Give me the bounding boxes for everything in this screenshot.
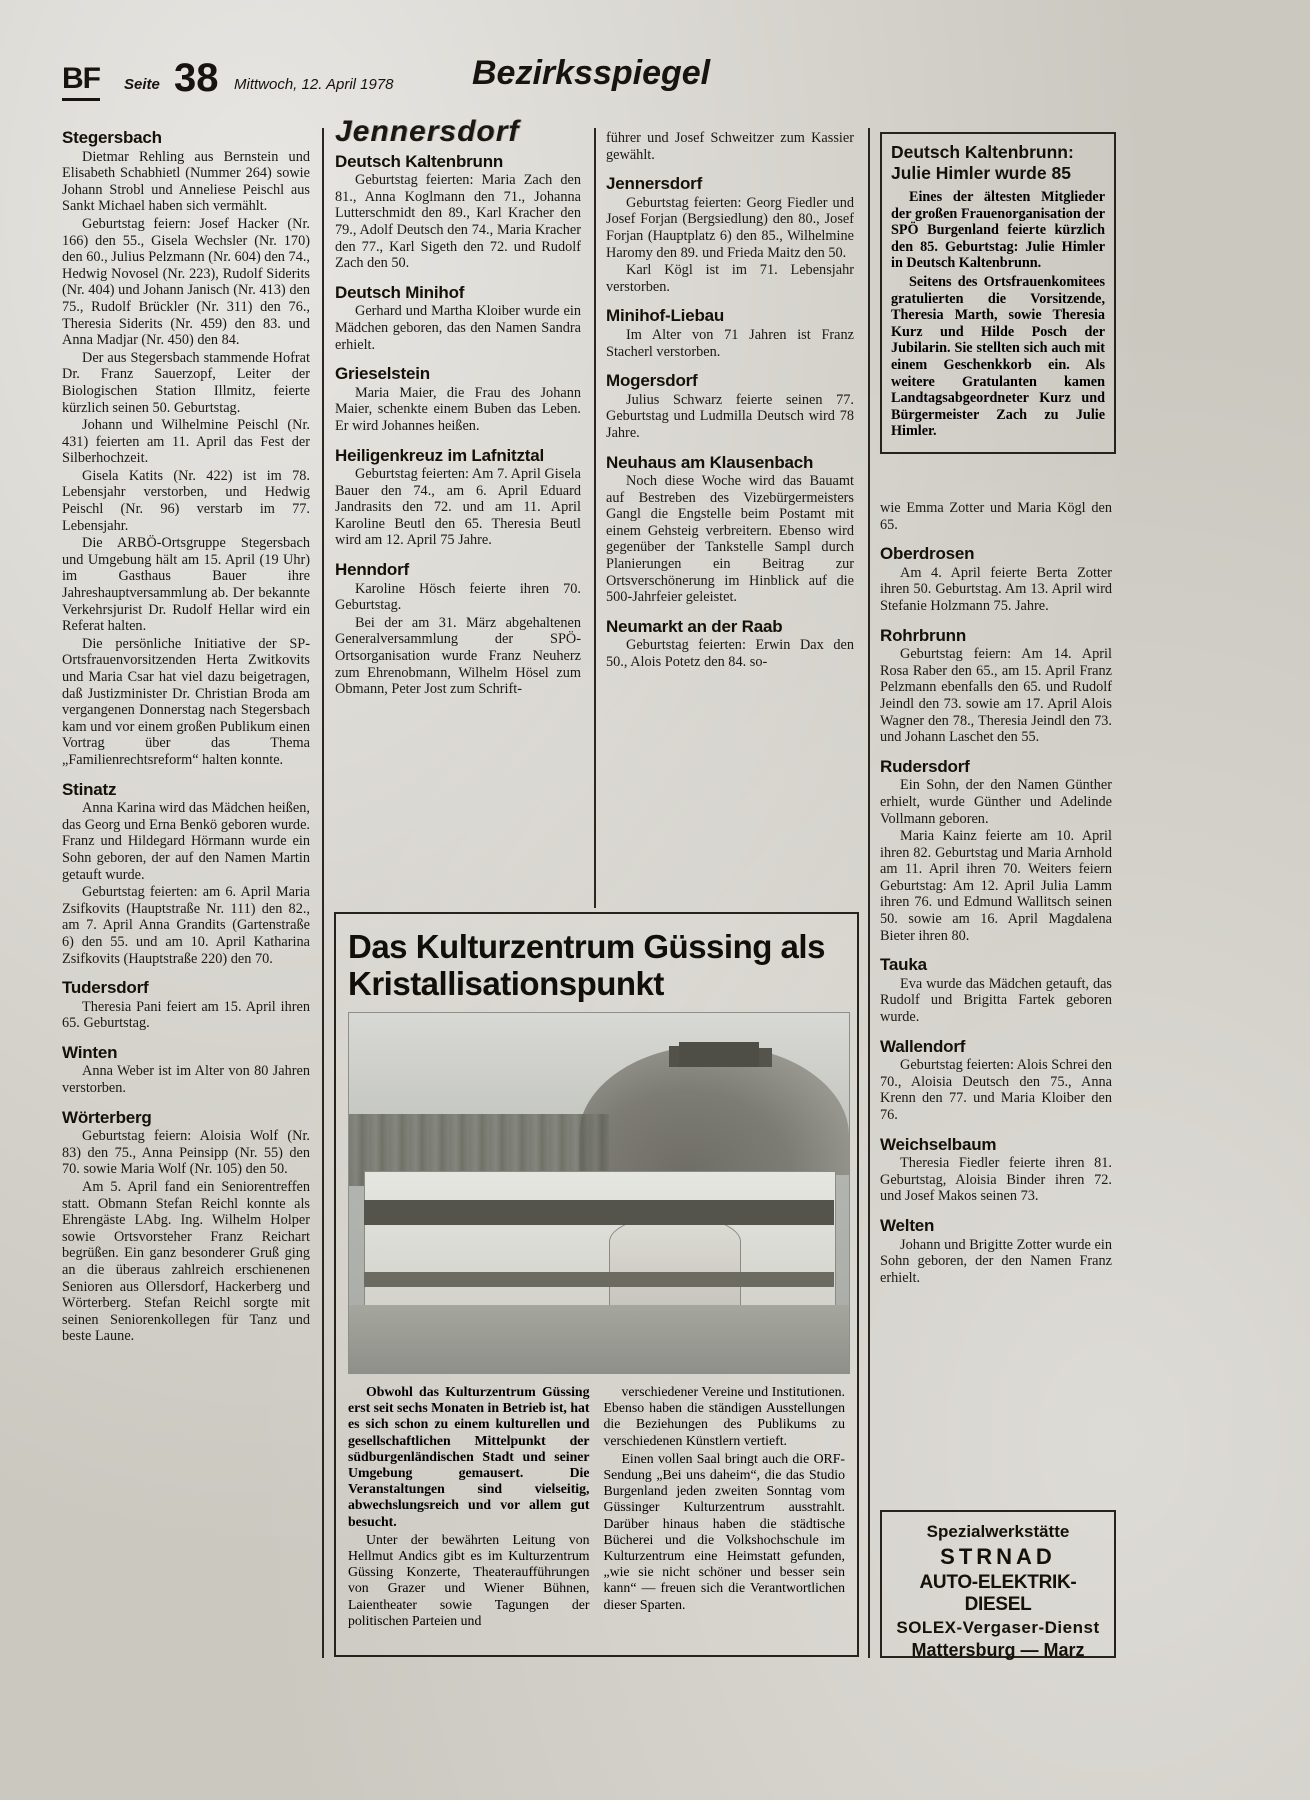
advert-line-5: Mattersburg — Marz bbox=[911, 1640, 1085, 1660]
column-jennersdorf-a bbox=[335, 115, 581, 699]
place-heading: Heiligenkreuz im Lafnitztal bbox=[335, 445, 545, 465]
place-heading: Welten bbox=[880, 1215, 935, 1235]
photo-foreground bbox=[349, 1305, 849, 1373]
place-heading: Wörterberg bbox=[62, 1107, 152, 1127]
place-heading: Deutsch Minihof bbox=[335, 282, 465, 302]
district-heading: Jennersdorf bbox=[335, 115, 520, 148]
boxed-article-paragraph: Eines der ältesten Mitglieder der großen Frauenorganisation der SPÖ Burgenland feierte kürzlich den 85. Geburtstag: Julie Himler in Deutsch Kaltenbrunn. bbox=[891, 189, 1105, 272]
publication-logo: BF bbox=[62, 62, 100, 101]
article-paragraph: Geburtstag feierten: Erwin Dax den 50., Alois Potetz den 84. so- bbox=[606, 637, 854, 671]
article-paragraph: führer und Josef Schweitzer zum Kassier gewählt. bbox=[606, 130, 854, 163]
article-paragraph: Dietmar Rehling aus Bernstein und Elisabeth Schabhietl (Nummer 264) sowie Johann Strobl und Anneliese Peischl aus Sankt Michael haben sich vermählt. bbox=[62, 148, 310, 215]
place-heading: Deutsch Kaltenbrunn bbox=[335, 151, 504, 171]
issue-date: Mittwoch, 12. April 1978 bbox=[234, 76, 394, 93]
advert-line-1: Spezialwerkstätte bbox=[926, 1522, 1070, 1541]
article-paragraph: Johann und Brigitte Zotter wurde ein Sohn geboren, der den Namen Franz erhielt. bbox=[880, 1236, 1112, 1286]
place-heading: Stinatz bbox=[62, 779, 117, 799]
advertisement-strnad bbox=[880, 1510, 1116, 1658]
masthead bbox=[62, 54, 1252, 106]
kulturzentrum-photo bbox=[348, 1012, 850, 1374]
place-heading: Weichselbaum bbox=[880, 1134, 997, 1154]
place-heading: Henndorf bbox=[335, 560, 409, 580]
article-paragraph: Karl Kögl ist im 71. Lebensjahr verstorben. bbox=[606, 262, 854, 295]
place-heading: Tudersdorf bbox=[62, 978, 149, 998]
article-paragraph: Geburtstag feierten: Am 7. April Gisela Bauer den 74., am 6. April Eduard Jandrasits den 72. und am 11. April Karoline Beutl den 65. Theresia Beutl wird am 12. April 75 Jahre. bbox=[335, 466, 581, 549]
article-paragraph: Theresia Fiedler feierte ihren 81. Geburtstag, Aloisia Binder ihren 72. und Josef Makos seinen 73. bbox=[880, 1155, 1112, 1205]
photo-castle bbox=[679, 1042, 759, 1067]
page-label: Seite bbox=[124, 76, 160, 93]
feature-article-kulturzentrum bbox=[334, 912, 859, 1657]
article-paragraph: Geburtstag feierten: Maria Zach den 81., Anna Koglmann den 71., Johanna Lutterschmidt den 89., Karl Kracher den 79., Adolf Deutsch den 74., Maria Kracher den 77., Karl Sigeth den 72. und Rudolf Zach den 50. bbox=[335, 172, 581, 272]
column-rule-3 bbox=[868, 128, 870, 1658]
page-number: 38 bbox=[174, 56, 219, 100]
article-paragraph: Geburtstag feierten: Alois Schrei den 70., Aloisia Deutsch den 75., Anna Krenn den 77. und Maria Kloiber den 76. bbox=[880, 1057, 1113, 1123]
photo-building bbox=[364, 1171, 836, 1310]
article-paragraph: Theresia Pani feiert am 15. April ihren 65. Geburtstag. bbox=[62, 998, 310, 1032]
article-paragraph: Anna Karina wird das Mädchen heißen, das Georg und Erna Benkö geboren wurde. Franz und Hildegard Hörmann wurde ein Sohn geboren, der auf den Namen Martin getauft wurde. bbox=[62, 800, 310, 883]
feature-headline: Das Kulturzentrum Güssing als Kristallisationspunkt bbox=[348, 928, 825, 1002]
column-rule-2 bbox=[594, 128, 596, 908]
photo-building-drum bbox=[609, 1215, 741, 1311]
boxed-article-heading: Deutsch Kaltenbrunn: Julie Himler wurde 85 bbox=[891, 142, 1074, 183]
article-paragraph: Gisela Katits (Nr. 422) ist im 78. Lebensjahr verstorben, und Hedwig Peischl (Nr. 96) verstarb im 77. Lebensjahr. bbox=[62, 467, 310, 534]
article-paragraph: Geburtstag feierten: am 6. April Maria Zsifkovits (Hauptstraße Nr. 111) den 82., am 7. April Anna Grandits (Gartenstraße 6) den 55. und am 10. April Katharina Zsifkovits (Hauptstraße 220) den 70. bbox=[62, 884, 310, 967]
article-paragraph: Maria Maier, die Frau des Johann Maier, schenkte einem Buben das Leben. Er wird Johannes heißen. bbox=[335, 384, 581, 434]
place-heading: Wallendorf bbox=[880, 1036, 966, 1056]
advert-line-2: STRNAD bbox=[940, 1544, 1056, 1569]
advert-line-3: AUTO-ELEKTRIK-DIESEL bbox=[919, 1572, 1077, 1615]
place-heading: Rohrbrunn bbox=[880, 625, 967, 645]
article-paragraph: Am 4. April feierte Berta Zotter ihren 50. Geburtstag. Am 13. April wird Stefanie Holzmann 75. Jahre. bbox=[880, 564, 1112, 614]
article-paragraph: Der aus Stegersbach stammende Hofrat Dr. Franz Sauerzopf, Leiter der Biologischen Station Illmitz, feierte kürzlich seinen 50. Geburtstag. bbox=[62, 349, 310, 416]
article-paragraph: wie Emma Zotter und Maria Kögl den 65. bbox=[880, 500, 1112, 533]
feature-paragraph: verschiedener Vereine und Institutionen. Ebenso haben die ständigen Ausstellungen die Beziehungen des Publikums zu verschiedenen Künstlern vertieft. bbox=[603, 1384, 845, 1448]
article-paragraph: Die ARBÖ-Ortsgruppe Stegersbach und Umgebung hält am 15. April (19 Uhr) im Gasthaus Bauer ihre Jahreshauptversammlung ab. Der bekannte Verkehrsjurist Dr. Rudolf Hellar wird ein Referat halten. bbox=[62, 535, 310, 635]
place-heading: Minihof-Liebau bbox=[606, 306, 725, 326]
feature-column-left bbox=[348, 1384, 590, 1631]
article-paragraph: Im Alter von 71 Jahren ist Franz Stacherl verstorben. bbox=[606, 326, 854, 360]
article-paragraph: Anna Weber ist im Alter von 80 Jahren verstorben. bbox=[62, 1063, 310, 1097]
place-heading: Grieselstein bbox=[335, 364, 430, 384]
column-rule-1 bbox=[322, 128, 324, 1658]
article-paragraph: Geburtstag feiern: Am 14. April Rosa Raber den 65., am 15. April Franz Pelzmann ebenfalls den 65. und Rudolf Jeindl den 73. sowie am 17. April Alois Wagner den 78., Theresia Jeindl den 73. und Johann Laschet den 55. bbox=[880, 646, 1112, 746]
place-heading: Oberdrosen bbox=[880, 544, 975, 564]
article-paragraph: Geburtstag feiern: Aloisia Wolf (Nr. 83) den 75., Anna Peinsipp (Nr. 55) den 70. sowie Maria Wolf (Nr. 105) den 50. bbox=[62, 1128, 310, 1178]
feature-column-right bbox=[604, 1384, 846, 1631]
place-heading: Jennersdorf bbox=[606, 174, 703, 194]
place-heading: Mogersdorf bbox=[606, 371, 698, 391]
article-paragraph: Karoline Hösch feierte ihren 70. Geburtstag. bbox=[335, 580, 581, 614]
article-paragraph: Gerhard und Martha Kloiber wurde ein Mädchen geboren, das den Namen Sandra erhielt. bbox=[335, 303, 581, 353]
article-paragraph: Geburtstag feierten: Georg Fiedler und Josef Forjan (Bergsiedlung) den 80., Josef Forjan (Hauptplatz 6) den 85., Wilhelmine Haromy den 89. und Frieda Maitz den 50. bbox=[606, 194, 854, 261]
column-stegersbach bbox=[62, 130, 310, 1346]
place-heading: Tauka bbox=[880, 955, 927, 975]
place-heading: Winten bbox=[62, 1042, 118, 1062]
column-jennersdorf-b bbox=[606, 130, 854, 672]
advert-line-4: SOLEX-Vergaser-Dienst bbox=[896, 1618, 1100, 1637]
feature-paragraph: Obwohl das Kulturzentrum Güssing erst seit sechs Monaten in Betrieb ist, hat es sich schon zu einem kulturellen und gesellschaftlichen Mittelpunkt der südburgenländischen Stadt und seiner Umgebung gemausert. Die Veranstaltungen sind vielseitig, abwechslungsreich und vor allem gut besucht. bbox=[348, 1384, 590, 1529]
article-paragraph: Ein Sohn, der den Namen Günther erhielt, wurde Günther und Adelinde Vollmann geboren. bbox=[880, 777, 1112, 827]
feature-paragraph: Unter der bewährten Leitung von Hellmut Andics gibt es im Kulturzentrum Güssing Konzerte, Theateraufführungen von Grazer und Wiener Bühnen, Laientheater sowie Tagungen der politischen Parteien und bbox=[348, 1531, 590, 1628]
boxed-article-julie-himler bbox=[880, 132, 1116, 454]
photo-building-band bbox=[364, 1200, 834, 1225]
feature-body bbox=[348, 1384, 845, 1631]
place-heading: Neuhaus am Klausenbach bbox=[606, 452, 814, 472]
feature-paragraph: Einen vollen Saal bringt auch die ORF-Sendung „Bei uns daheim“, die das Studio Burgenland jeden zweiten Sonntag vom Güssinger Kulturzentrum ausstrahlt. Darüber hinaus haben die städtische Bücherei und die Volkshochschule im Kulturzentrum eine Heimstatt gefunden, „wie sie nicht schöner und besser sein kann“ — freuen sich die Verantwortlichen dieser Sparten. bbox=[603, 1450, 845, 1612]
place-heading: Rudersdorf bbox=[880, 756, 970, 776]
article-paragraph: Eva wurde das Mädchen getauft, das Rudolf und Brigitta Fartek geboren wurde. bbox=[880, 975, 1112, 1026]
article-paragraph: Am 5. April fand ein Seniorentreffen statt. Obmann Stefan Reichl konnte als Ehrengäste LAbg. Ing. Wilhelm Holper sowie Ortsvorsteher Franz Reichart begrüßen. Ein ganz besonderer Gruß ging an die überaus zahlreich erschienenen Senioren aus Ollersdorf, Hackerberg und Wörterberg. Stefan Reichl sorgte mit seinen Seniorenkollegen für Tanz und beste Laune. bbox=[62, 1179, 310, 1345]
section-title: Bezirksspiegel bbox=[472, 54, 711, 92]
article-paragraph: Bei der am 31. März abgehaltenen Generalversammlung der SPÖ-Ortsorganisation wurde Franz Neuherz zum Ehrenobmann, Wilhelm Hösel zum Obmann, Peter Jost zum Schrift- bbox=[335, 614, 581, 698]
place-heading: Stegersbach bbox=[62, 128, 162, 147]
photo-building-band-lower bbox=[364, 1272, 834, 1286]
article-paragraph: Johann und Wilhelmine Peischl (Nr. 431) feierten am 11. April das Fest der Silberhochzeit. bbox=[62, 417, 310, 467]
article-paragraph: Maria Kainz feierte am 10. April ihren 82. Geburtstag und Maria Arnhold am 11. April ihren 70. Weiters feiern Geburtstag: Am 12. April Julia Lamm ihren 76. und Edmund Wallitsch seinen 50. sowie am 16. April Magdalena Bieter ihren 80. bbox=[880, 828, 1112, 944]
article-paragraph: Noch diese Woche wird das Bauamt auf Bestreben des Vizebürgermeisters Gangl die Engstelle beim Postamt mit einem Gehsteig verbreitern. Ebenso wird gegenüber der Tankstelle Sampl durch Planierungen ein Beitrag zur Ortsverschönerung im Hinblick auf die 500-Jahrfeier geleistet. bbox=[606, 473, 854, 606]
article-paragraph: Julius Schwarz feierte seinen 77. Geburtstag und Ludmilla Deutsch wird 78 Jahre. bbox=[606, 391, 854, 441]
boxed-article-paragraph: Seitens des Ortsfrauenkomitees gratulierten die Vorsitzende, Theresia Marth, sowie Theresia Kurz und Hilde Posch der Jubilarin. Sie stellten sich auch mit einem Geschenkkorb ein. Als weitere Gratulanten kamen Landtagsabgeordneter Kurz und Bürgermeister Zach zu Julie Himler. bbox=[891, 273, 1105, 440]
column-jennersdorf-c bbox=[880, 500, 1112, 1287]
article-paragraph: Geburtstag feiern: Josef Hacker (Nr. 166) den 55., Gisela Wechsler (Nr. 170) den 60., Julius Pelzmann (Nr. 604) den 74., Hedwig Novosel (Nr. 223), Rudolf Siderits (Nr. 404) und Johann Janisch (Nr. 413) den 75., Rudolf Brückler (Nr. 311) den 76., Theresia Siderits (Nr. 459) den 83. und Anna Madjar (Nr. 450) den 84. bbox=[62, 215, 310, 349]
article-paragraph: Die persönliche Initiative der SP-Ortsfrauenvorsitzenden Herta Zwitkovits und Maria Csar hat viel dazu beigetragen, daß Justizminister Dr. Christian Broda am vergangenen Donnerstag nach Stegersbach kam und vor einem großen Publikum einen Vortrag über das Thema „Familienrechtsreform“ halten konnte. bbox=[62, 635, 310, 768]
place-heading: Neumarkt an der Raab bbox=[606, 616, 783, 636]
